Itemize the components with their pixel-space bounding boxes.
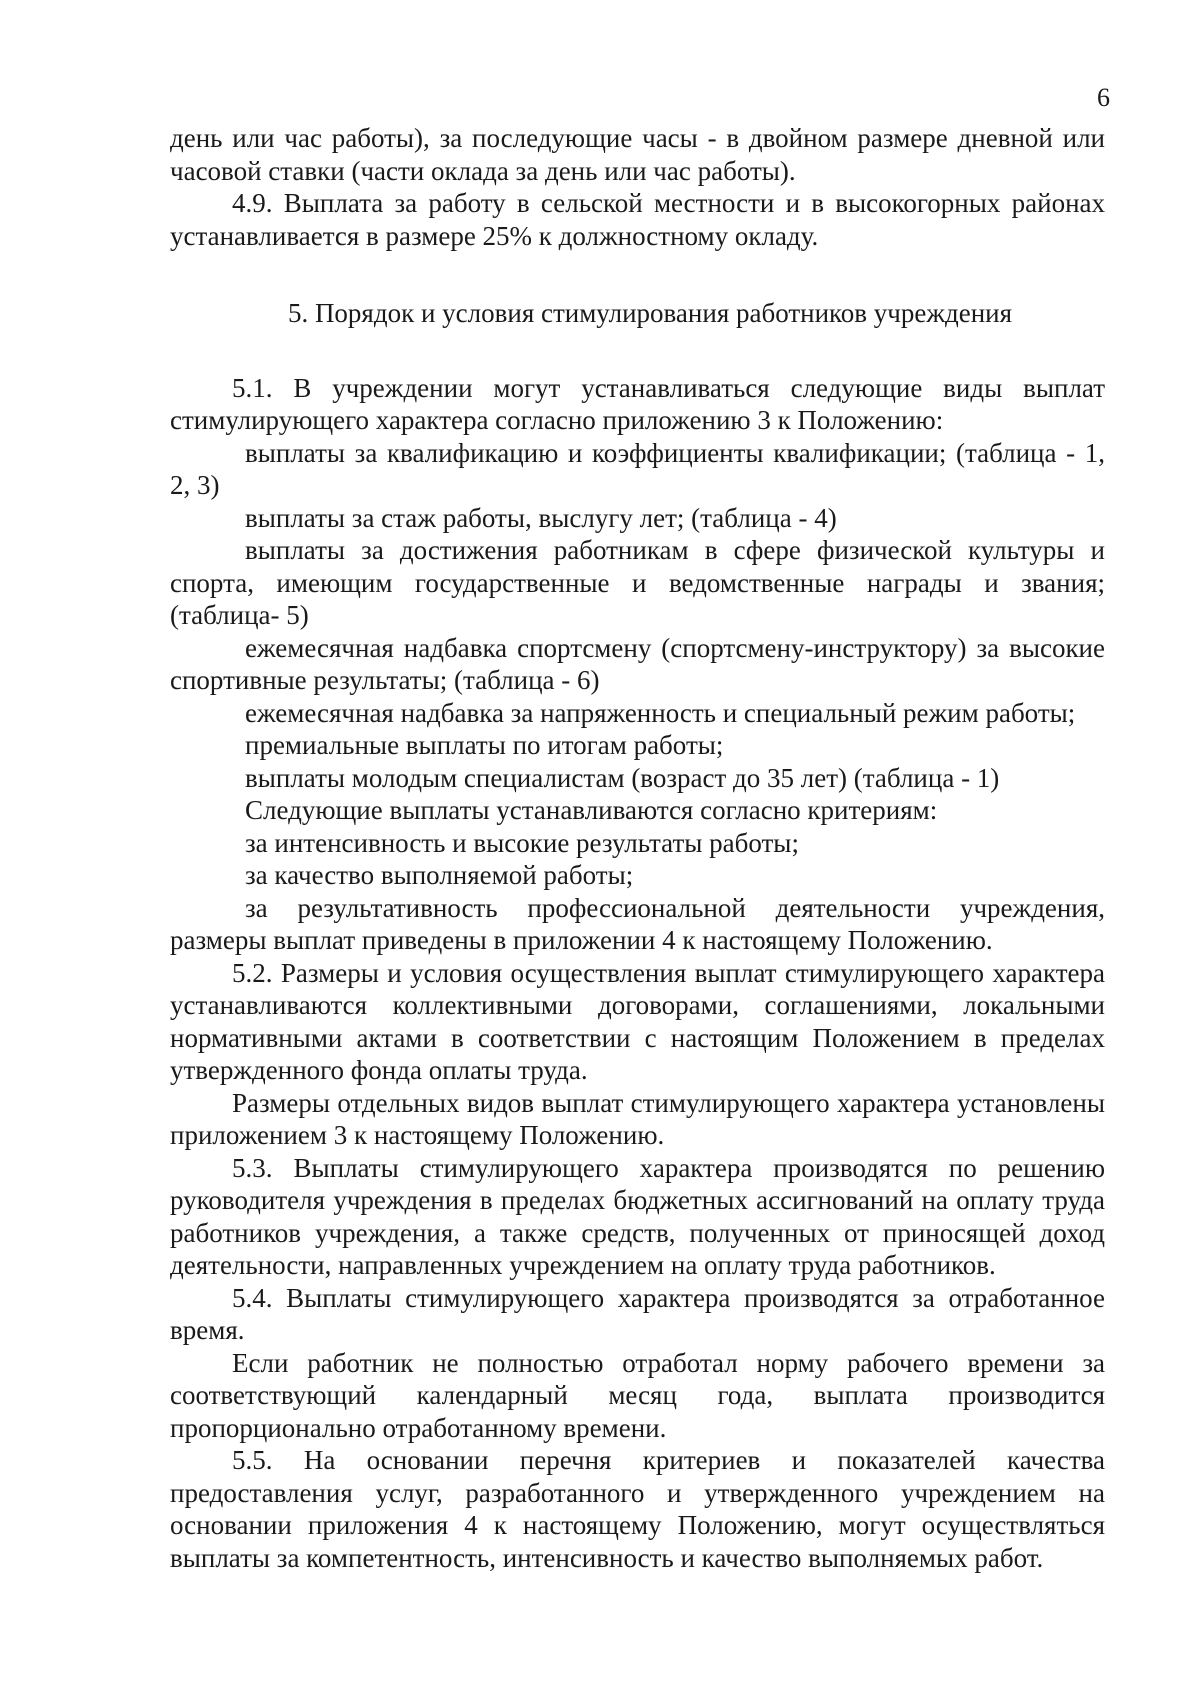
list-item: Следующие выплаты устанавливаются согласно критериям: — [245, 795, 938, 825]
list-item: ежемесячная надбавка за напряженность и специальный режим работы; — [245, 697, 1076, 728]
list-item: выплаты за стаж работы, выслугу лет; (таблица - 4) — [245, 502, 837, 533]
payments-list — [170, 437, 1105, 957]
paragraph-5-2: 5.2. Размеры и условия осуществления выплат стимулирующего характера устанавливаются коллективными договорами, соглашениями, локальными нормативными актами в соответствии с настоящим Положением в пределах утвержденного фонда оплаты труда. — [170, 957, 1105, 1085]
page-number: 6 — [1097, 83, 1110, 112]
continuation-paragraph: день или час работы), за последующие часы - в двойном размере дневной или часовой ставки (части оклада за день или час работы). — [170, 123, 1105, 186]
paragraph-5-4-extra: Если работник не полностью отработал норму рабочего времени за соответствующий календарный месяц года, выплата производится пропорционально отработанному времени. — [170, 1347, 1105, 1443]
list-item: выплаты молодым специалистам (возраст до 35 лет) (таблица - 1) — [245, 762, 1000, 793]
list-item: выплаты за квалификацию и коэффициенты квалификации; (таблица - 1, 2, 3) — [170, 437, 1105, 500]
paragraph-5-5: 5.5. На основании перечня критериев и показателей качества предоставления услуг, разработанного и утвержденного учреждением на основании приложения 4 к настоящему Положению, могут осуществляться выплаты за компетентность, интенсивность и качество выполняемых работ. — [170, 1445, 1105, 1573]
list-item: премиальные выплаты по итогам работы; — [245, 730, 724, 760]
paragraph-5-2-extra: Размеры отдельных видов выплат стимулирующего характера установлены приложением 3 к настоящему Положению. — [170, 1087, 1105, 1150]
list-item: выплаты за достижения работникам в сфере физической культуры и спорта, имеющим государственные и ведомственные награды и звания; (таблица- 5) — [170, 535, 1105, 630]
list-item: за результативность профессиональной деятельности учреждения, размеры выплат приведены в приложении 4 к настоящему Положению. — [170, 892, 1105, 955]
section-heading: 5. Порядок и условия стимулирования работников учреждения — [287, 298, 1013, 328]
page-content — [170, 122, 1105, 1574]
paragraph-5-4: 5.4. Выплаты стимулирующего характера производятся за отработанное время. — [170, 1282, 1105, 1345]
list-item: за качество выполняемой работы; — [245, 860, 634, 890]
paragraph-5-3: 5.3. Выплаты стимулирующего характера производятся по решению руководителя учреждения в пределах бюджетных ассигнований на оплату труда работников учреждения, а также средств, полученных от приносящей доход деятельности, направленных учреждением на оплату труда работников. — [170, 1152, 1105, 1280]
paragraph-4-9: 4.9. Выплата за работу в сельской местности и в высокогорных районах устанавливается в размере 25% к должностному окладу. — [170, 188, 1105, 251]
paragraph-5-1: 5.1. В учреждении могут устанавливаться следующие виды выплат стимулирующего характера согласно приложению 3 к Положению: — [170, 372, 1105, 435]
list-item: ежемесячная надбавка спортсмену (спортсмену-инструктору) за высокие спортивные результаты; (таблица - 6) — [170, 632, 1105, 695]
list-item: за интенсивность и высокие результаты работы; — [245, 827, 799, 858]
